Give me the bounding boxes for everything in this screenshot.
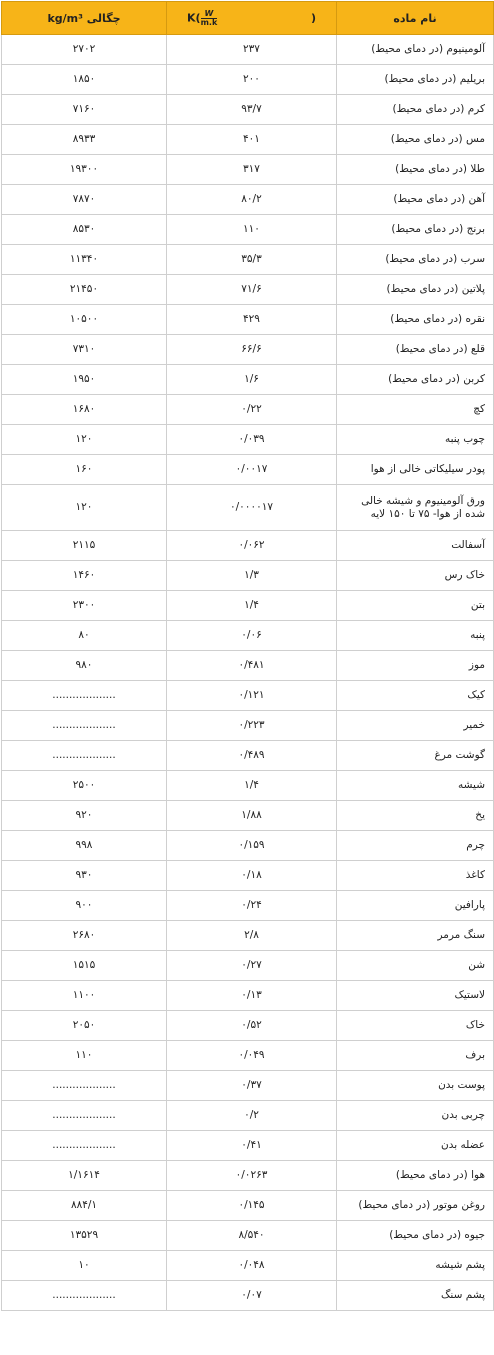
material-name: چوب پنبه [337, 425, 494, 455]
conductivity-value: ۶۶/۶ [167, 335, 337, 365]
table-row [2, 1131, 494, 1161]
header-k [167, 2, 337, 35]
density-value: ۹۳۰ [2, 861, 167, 891]
conductivity-value: ۳۱۷ [167, 155, 337, 185]
density-value: ۸۹۳۳ [2, 125, 167, 155]
header-k-unit [201, 10, 218, 27]
table-row [2, 305, 494, 335]
table-row [2, 35, 494, 65]
table-row [2, 425, 494, 455]
header-k-suffix: ) [310, 11, 316, 24]
conductivity-value: ۱۱۰ [167, 215, 337, 245]
header-density: چگالی kg/m³ [2, 2, 167, 35]
table-row [2, 801, 494, 831]
thermal-conductivity-table [1, 1, 494, 1311]
material-name: چرم [337, 831, 494, 861]
table-row [2, 455, 494, 485]
table-row [2, 1041, 494, 1071]
table-row [2, 711, 494, 741]
conductivity-value: ۰/۱۵۹ [167, 831, 337, 861]
density-value: ۹۰۰ [2, 891, 167, 921]
density-value: ۱۶۰ [2, 455, 167, 485]
conductivity-value: ۲۰۰ [167, 65, 337, 95]
material-name: سرب (در دمای محیط) [337, 245, 494, 275]
density-value: ۲۱۱۵ [2, 531, 167, 561]
conductivity-value: ۰/۲۲ [167, 395, 337, 425]
density-value: ۱۱۳۴۰ [2, 245, 167, 275]
material-name: کچ [337, 395, 494, 425]
material-name: آهن (در دمای محیط) [337, 185, 494, 215]
density-value: ۹۸۰ [2, 651, 167, 681]
density-value: ۲۶۸۰ [2, 921, 167, 951]
material-name: بتن [337, 591, 494, 621]
conductivity-value: ۰/۲ [167, 1101, 337, 1131]
table-row [2, 1071, 494, 1101]
conductivity-value: ۰/۰۰۱۷ [167, 455, 337, 485]
table-row [2, 395, 494, 425]
conductivity-value: ۰/۱۴۵ [167, 1191, 337, 1221]
conductivity-value: ۱/۸۸ [167, 801, 337, 831]
conductivity-value: ۰/۵۲ [167, 1011, 337, 1041]
conductivity-value: ۱/۴ [167, 771, 337, 801]
conductivity-value: ۰/۰۰۰۰۱۷ [167, 485, 337, 531]
density-value: ................... [2, 1071, 167, 1101]
material-name: قلع (در دمای محیط) [337, 335, 494, 365]
density-value: ۱۹۵۰ [2, 365, 167, 395]
conductivity-value: ۰/۱۲۱ [167, 681, 337, 711]
material-name: شیشه [337, 771, 494, 801]
material-name: کربن (در دمای محیط) [337, 365, 494, 395]
conductivity-value: ۲۳۷ [167, 35, 337, 65]
density-value: ................... [2, 681, 167, 711]
conductivity-value: ۱/۶ [167, 365, 337, 395]
material-name: پوست بدن [337, 1071, 494, 1101]
material-name: لاستیک [337, 981, 494, 1011]
table-row [2, 771, 494, 801]
conductivity-value: ۹۳/۷ [167, 95, 337, 125]
material-name: روغن موتور (در دمای محیط) [337, 1191, 494, 1221]
density-value: ۱۸۵۰ [2, 65, 167, 95]
conductivity-value: ۰/۴۸۹ [167, 741, 337, 771]
table-row [2, 335, 494, 365]
material-name: جیوه (در دمای محیط) [337, 1221, 494, 1251]
table-row [2, 485, 494, 531]
conductivity-value: ۰/۰۴۸ [167, 1251, 337, 1281]
density-value: ۹۹۸ [2, 831, 167, 861]
material-name: موز [337, 651, 494, 681]
material-name: پشم سنگ [337, 1281, 494, 1311]
density-value: ................... [2, 711, 167, 741]
material-name: پنبه [337, 621, 494, 651]
table-row [2, 981, 494, 1011]
material-name: مس (در دمای محیط) [337, 125, 494, 155]
conductivity-value: ۱/۳ [167, 561, 337, 591]
table-row [2, 1221, 494, 1251]
density-value: ۱۳۵۲۹ [2, 1221, 167, 1251]
material-name: کرم (در دمای محیط) [337, 95, 494, 125]
density-value: ۱۱۰۰ [2, 981, 167, 1011]
material-name: یخ [337, 801, 494, 831]
density-value: ۱/۱۶۱۴ [2, 1161, 167, 1191]
material-name: خاک [337, 1011, 494, 1041]
table-row [2, 185, 494, 215]
conductivity-value: ۰/۰۶ [167, 621, 337, 651]
density-value: ................... [2, 1101, 167, 1131]
table-row [2, 741, 494, 771]
table-row [2, 591, 494, 621]
material-name: کاغذ [337, 861, 494, 891]
conductivity-value: ۰/۰۳۹ [167, 425, 337, 455]
density-value: ۲۱۴۵۰ [2, 275, 167, 305]
density-value: ................... [2, 1131, 167, 1161]
conductivity-value: ۸۰/۲ [167, 185, 337, 215]
table-row [2, 125, 494, 155]
density-value: ۷۳۱۰ [2, 335, 167, 365]
density-value: ۱۵۱۵ [2, 951, 167, 981]
material-name: پارافین [337, 891, 494, 921]
table-row [2, 275, 494, 305]
conductivity-value: ۸/۵۴۰ [167, 1221, 337, 1251]
conductivity-value: ۰/۰۴۹ [167, 1041, 337, 1071]
material-name: پودر سیلیکاتی خالی از هوا [337, 455, 494, 485]
density-value: ۹۲۰ [2, 801, 167, 831]
header-k-unit-bottom: m.k [200, 17, 218, 27]
conductivity-value: ۰/۰۲۶۳ [167, 1161, 337, 1191]
conductivity-value: ۰/۴۱ [167, 1131, 337, 1161]
conductivity-value: ۰/۰۷ [167, 1281, 337, 1311]
table-row [2, 621, 494, 651]
density-value: ۷۸۷۰ [2, 185, 167, 215]
table-row [2, 831, 494, 861]
material-name: گوشت مرغ [337, 741, 494, 771]
conductivity-value: ۰/۳۷ [167, 1071, 337, 1101]
conductivity-value: ۳۵/۳ [167, 245, 337, 275]
table-row [2, 951, 494, 981]
table-row [2, 1011, 494, 1041]
table-row [2, 561, 494, 591]
material-name: خاک رس [337, 561, 494, 591]
material-name: آسفالت [337, 531, 494, 561]
table-row [2, 1161, 494, 1191]
density-value: ۱۲۰ [2, 485, 167, 531]
density-value: ۱۶۸۰ [2, 395, 167, 425]
conductivity-value: ۰/۱۳ [167, 981, 337, 1011]
density-value: ۲۳۰۰ [2, 591, 167, 621]
density-value: ۸۰ [2, 621, 167, 651]
density-value: ۲۰۵۰ [2, 1011, 167, 1041]
material-name: عضله بدن [337, 1131, 494, 1161]
table-header [2, 2, 494, 35]
table-row [2, 1251, 494, 1281]
table-row [2, 651, 494, 681]
conductivity-value: ۴۲۹ [167, 305, 337, 335]
material-name: سنگ مرمر [337, 921, 494, 951]
material-name: کیک [337, 681, 494, 711]
conductivity-value: ۴۰۱ [167, 125, 337, 155]
material-name: چربی بدن [337, 1101, 494, 1131]
table-row [2, 891, 494, 921]
table-row [2, 1191, 494, 1221]
conductivity-value: ۷۱/۶ [167, 275, 337, 305]
table-row [2, 155, 494, 185]
conductivity-value: ۰/۲۲۳ [167, 711, 337, 741]
table-row [2, 531, 494, 561]
density-value: ۱۹۳۰۰ [2, 155, 167, 185]
table-row [2, 681, 494, 711]
density-value: ۱۴۶۰ [2, 561, 167, 591]
table-row [2, 1281, 494, 1311]
material-name: آلومینیوم (در دمای محیط) [337, 35, 494, 65]
conductivity-value: ۰/۴۸۱ [167, 651, 337, 681]
density-value: ۱۰۵۰۰ [2, 305, 167, 335]
conductivity-value: ۰/۲۷ [167, 951, 337, 981]
header-k-prefix: K( [187, 11, 201, 24]
material-name: برنج (در دمای محیط) [337, 215, 494, 245]
conductivity-value: ۰/۱۸ [167, 861, 337, 891]
density-value: ۸۸۴/۱ [2, 1191, 167, 1221]
table-row [2, 1101, 494, 1131]
table-row [2, 215, 494, 245]
material-name: پشم شیشه [337, 1251, 494, 1281]
density-value: ۲۷۰۲ [2, 35, 167, 65]
header-name: نام ماده [337, 2, 494, 35]
header-row [2, 2, 494, 35]
material-name: طلا (در دمای محیط) [337, 155, 494, 185]
material-name: نقره (در دمای محیط) [337, 305, 494, 335]
table-row [2, 861, 494, 891]
material-name: شن [337, 951, 494, 981]
density-value: ۷۱۶۰ [2, 95, 167, 125]
conductivity-value: ۰/۲۴ [167, 891, 337, 921]
density-value: ................... [2, 1281, 167, 1311]
conductivity-value: ۲/۸ [167, 921, 337, 951]
density-value: ۱۱۰ [2, 1041, 167, 1071]
material-name: پلاتین (در دمای محیط) [337, 275, 494, 305]
header-k-unit-top: W [201, 10, 218, 19]
table-body [2, 35, 494, 1311]
material-name: ورق آلومینیوم و شیشه خالی شده از هوا- ۷۵ تا ۱۵۰ لایه [337, 485, 494, 531]
table-row [2, 245, 494, 275]
table-row [2, 65, 494, 95]
conductivity-value: ۰/۰۶۲ [167, 531, 337, 561]
density-value: ................... [2, 741, 167, 771]
table-row [2, 95, 494, 125]
material-name: خمیر [337, 711, 494, 741]
table-row [2, 921, 494, 951]
conductivity-value: ۱/۴ [167, 591, 337, 621]
material-name: برف [337, 1041, 494, 1071]
density-value: ۱۲۰ [2, 425, 167, 455]
density-value: ۸۵۳۰ [2, 215, 167, 245]
density-value: ۲۵۰۰ [2, 771, 167, 801]
material-name: بریلیم (در دمای محیط) [337, 65, 494, 95]
density-value: ۱۰ [2, 1251, 167, 1281]
material-name: هوا (در دمای محیط) [337, 1161, 494, 1191]
table-row [2, 365, 494, 395]
